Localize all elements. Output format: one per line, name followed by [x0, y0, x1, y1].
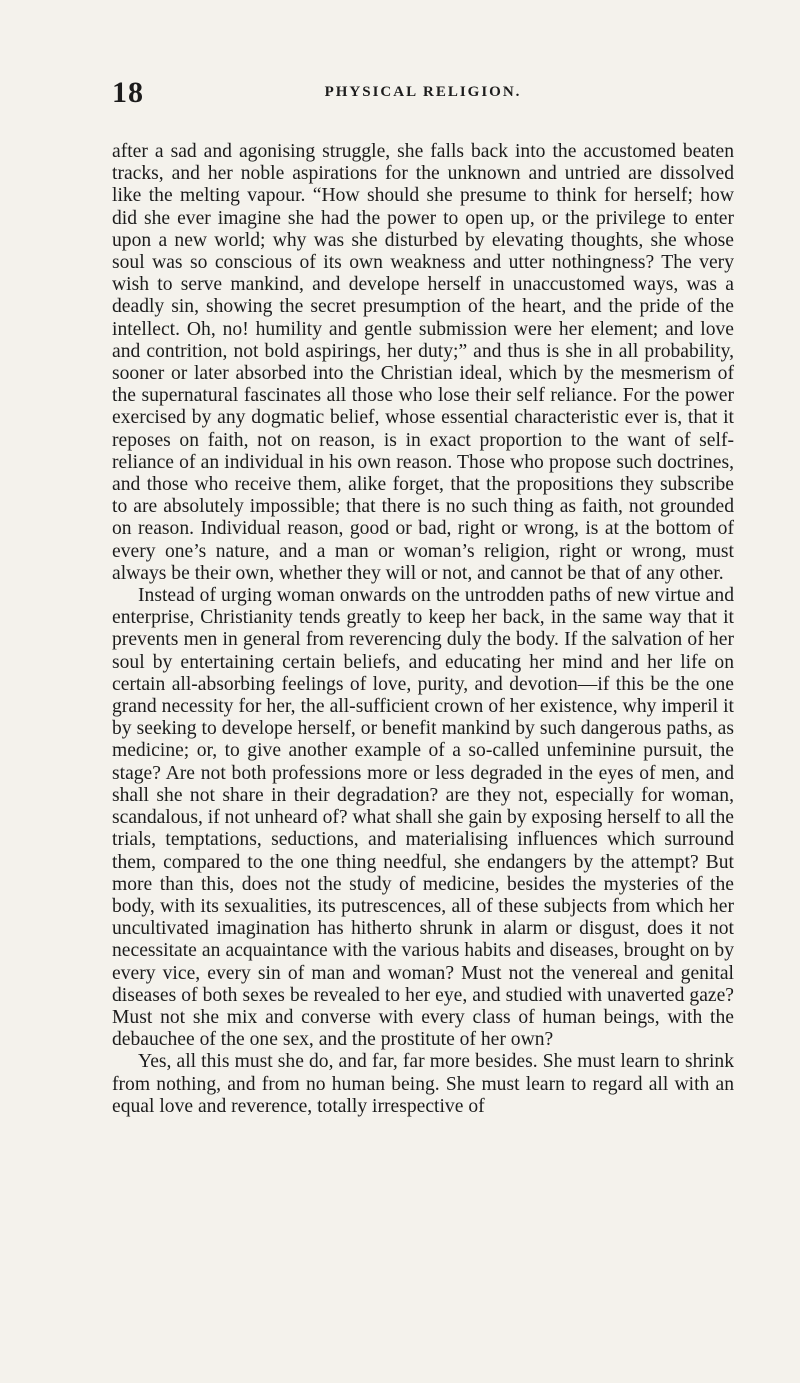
paragraph-1: after a sad and agonising struggle, she falls back into the accustomed beaten tracks, and her noble aspirations for the unknown and untried are dissolved like the melting vapour. “How should she presume to think for herself; how did she ever imagine she had the power to open up, or the privilege to enter upon a new world; why was she disturbed by elevating thoughts, she whose soul was so conscious of its own weakness and utter nothingness? The very wish to serve mankind, and develope herself in unaccustomed ways, was a deadly sin, showing the secret presumption of the heart, and the pride of the intellect. Oh, no! humility and gentle submission were her element; and love and contrition, not bold aspirings, her duty;” and thus is she in all probability, sooner or later absorbed into the Christian ideal, which by the mesmerism of the supernatural fascinates all those who lose their self reliance. For the power exercised by any dogmatic belief, whose essential characteristic ever is, that it reposes on faith, not on reason, is in exact proportion to the want of self-reliance of an individual in his own reason. Those who propose such doctrines, and those who receive them, alike forget, that the propositions they subscribe to are absolutely impossible; that there is no such thing as faith, not grounded on reason. Individual reason, good or bad, right or wrong, is at the bottom of every one’s nature, and a man or woman’s religion, right or wrong, must always be their own, whether they will or not, and cannot be that of any other.	[112, 141, 734, 584]
running-title: PHYSICAL RELIGION.	[324, 84, 522, 100]
page-number: 18	[112, 76, 144, 109]
body-text	[112, 141, 734, 1118]
paragraph-3: Yes, all this must she do, and far, far more besides. She must learn to shrink from nothing, and from no human being. She must learn to regard all with an equal love and reverence, totally irrespective of	[112, 1051, 734, 1117]
paragraph-2: Instead of urging woman onwards on the untrodden paths of new virtue and enterprise, Christianity tends greatly to keep her back, in the same way that it prevents men in general from reverencing duly the body. If the salvation of her soul by entertaining certain beliefs, and educating her mind and her life on certain all-absorbing feelings of love, purity, and devotion—if this be the one grand necessity for her, the all-sufficient crown of her existence, why imperil it by seeking to develope herself, or benefit mankind by such dangerous paths, as medicine; or, to give another example of a so-called unfeminine pursuit, the stage? Are not both professions more or less degraded in the eyes of men, and shall she not share in their degradation? are they not, especially for woman, scandalous, if not unheard of? what shall she gain by exposing herself to all the trials, temptations, seductions, and materialising influences which surround them, compared to the one thing needful, she endangers by the attempt? But more than this, does not the study of medicine, besides the mysteries of the body, with its sexualities, its putrescences, all of these subjects from which her uncultivated imagination has hitherto shrunk in alarm or disgust, does it not necessitate an acquaintance with the various habits and diseases, brought on by every vice, every sin of man and woman? Must not the venereal and genital diseases of both sexes be revealed to her eye, and studied with unaverted gaze? Must not she mix and converse with every class of human beings, with the debauchee of the one sex, and the prostitute of her own?	[112, 585, 734, 1051]
running-header	[112, 72, 734, 112]
